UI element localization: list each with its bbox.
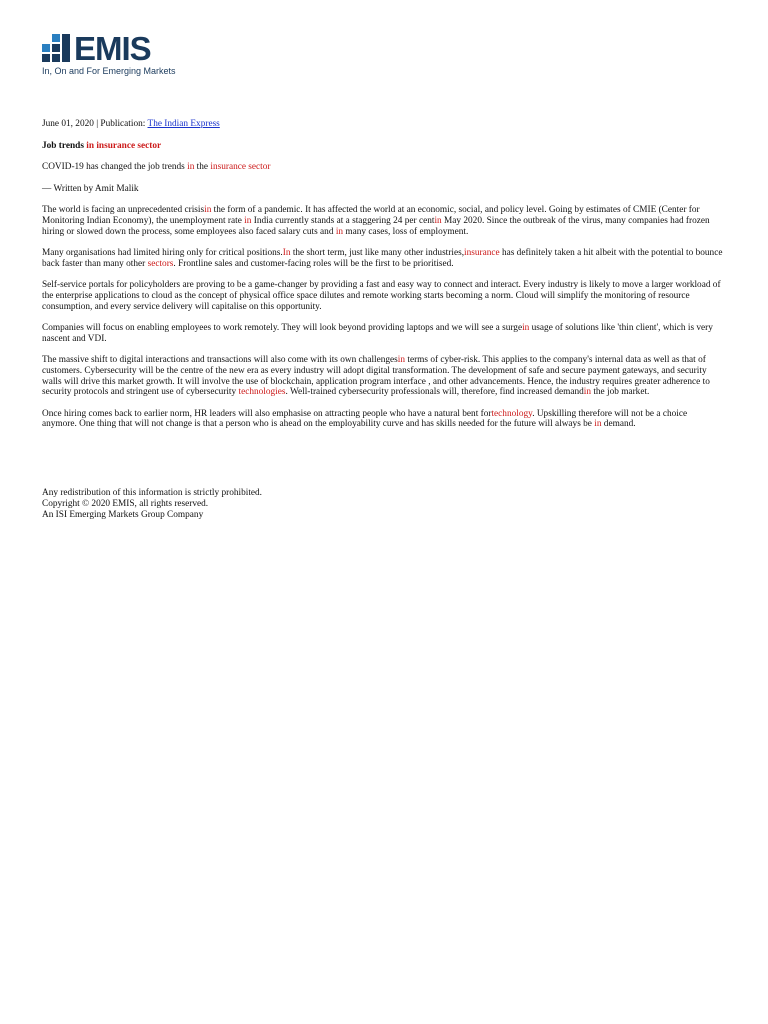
article-title: Job trends in insurance sector: [42, 140, 162, 151]
paragraph-3: Self-service portals for policyholders are proving to be a game-changer by providing a fast and easy way to connect and interact. Every industry is likely to move a larger workload of the enterprise applications to cloud as the concept of physical office space dilutes and remote working starts becoming a norm. Cloud will simplify the monitoring of resource consumption, and every service delivery will capitalise on this opportunity.: [42, 280, 721, 312]
emis-logo-icon: [42, 34, 72, 64]
article-byline: — Written by Amit Malik: [42, 183, 139, 194]
paragraph-5: The massive shift to digital interactions and transactions will also come with its own challengesin terms of cyber-risk. This applies to the company's internal data as well as that of customers. Cybersecurity will be the centre of the new era as every industry will adopt digital transformation. The development of safe and secure payment gateways, and security walls will drive this market growth. It will involve the use of blockchain, application program interface , and other advancements. Hence, the industry requires greater adherence to security protocols and stringent use of cybersecurity technologies. Well-trained cybersecurity professionals will, therefore, find increased demandin the job market.: [42, 355, 710, 398]
paragraph-2: Many organisations had limited hiring only for critical positions.In the short term, just like many other industries,insurance has definitely taken a hit albeit with the potential to bounce back faster than many other sectors. Frontline sales and customer-facing roles will be the first to be prioritised.: [42, 248, 723, 269]
article-meta: [42, 119, 724, 130]
paragraph-1: The world is facing an unprecedented crisisin the form of a pandemic. It has affected the world at an economic, social, and policy level. Going by estimates of CMIE (Center for Monitoring Indian Economy), the unemployment rate in India currently stands at a staggering 24 per centin May 2020. Since the outbreak of the virus, many companies had frozen hiring or slowed down the process, some employees also faced salary cuts and in many cases, loss of employment.: [42, 205, 710, 237]
redistribution-notice: Any redistribution of this information is strictly prohibited.: [42, 488, 263, 498]
document-footer: [42, 488, 262, 521]
paragraph-4: Companies will focus on enabling employees to work remotely. They will look beyond providing laptops and we will see a surgein usage of solutions like 'thin client', which is very nascent and VDI.: [42, 323, 713, 344]
publication-date: June 01, 2020 | Publication:: [42, 119, 148, 129]
article-subtitle: COVID-19 has changed the job trends in the insurance sector: [42, 162, 271, 173]
logo-tagline: In, On and For Emerging Markets: [42, 66, 176, 76]
emis-logo: [42, 30, 182, 82]
paragraph-6: Once hiring comes back to earlier norm, HR leaders will also emphasise on attracting people who have a natural bent fortechnology. Upskilling therefore will not be a choice anymore. One thing that will not change is that a person who is ahead on the employability curve and has skills needed for the future will always be in demand.: [42, 408, 688, 430]
copyright-notice: Copyright © 2020 EMIS, all rights reserved.: [42, 499, 209, 509]
publication-link[interactable]: The Indian Express: [147, 119, 220, 129]
logo-wordmark: EMIS: [74, 30, 151, 67]
company-notice: An ISI Emerging Markets Group Company: [42, 510, 204, 520]
article-body: [42, 119, 724, 441]
